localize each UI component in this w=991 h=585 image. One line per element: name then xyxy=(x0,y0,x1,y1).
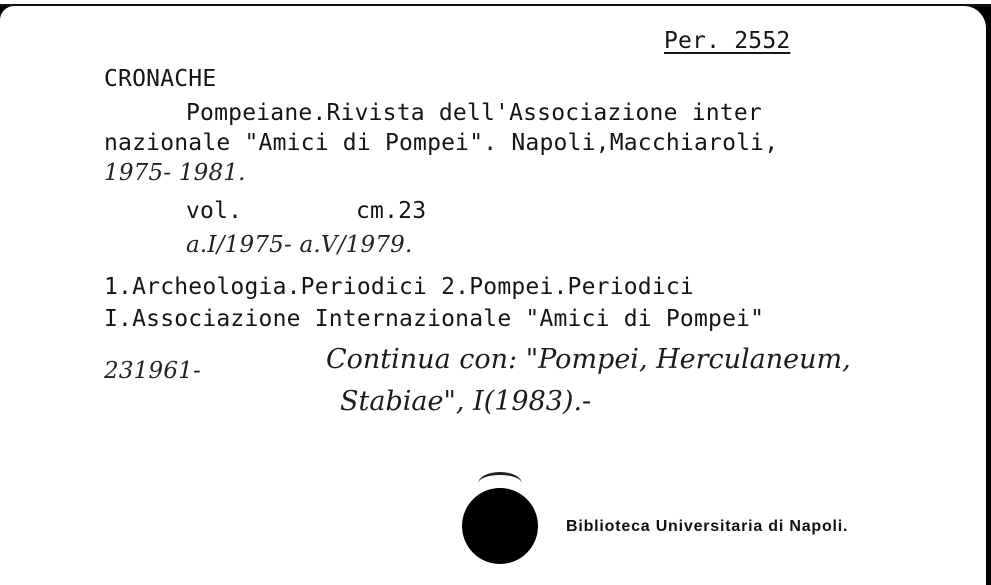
subjects-line-1: 1.Archeologia.Periodici 2.Pompei.Periodici xyxy=(104,274,694,300)
holdings-range: a.I/1975- a.V/1979. xyxy=(186,232,413,258)
catalog-card xyxy=(0,6,986,585)
handwritten-note-line-1: Continua con: "Pompei, Herculaneum, xyxy=(326,344,851,375)
title-line-1: Pompeiane.Rivista dell'Associazione inter xyxy=(186,100,762,126)
handwritten-note-line-2: Stabiae", I(1983).- xyxy=(340,386,592,417)
size-label: cm.23 xyxy=(356,198,427,224)
subjects-line-2: I.Associazione Internazionale "Amici di Pompei" xyxy=(104,306,765,332)
library-stamp-disc xyxy=(462,488,538,564)
library-stamp-label: Biblioteca Universitaria di Napoli. xyxy=(566,518,849,535)
title-line-2: nazionale "Amici di Pompei". Napoli,Macchiaroli, xyxy=(104,130,779,156)
call-number: Per. 2552 xyxy=(664,28,791,54)
card-heading: CRONACHE xyxy=(104,66,217,92)
title-line-3: 1975- 1981. xyxy=(104,160,246,186)
accession-number: 231961- xyxy=(104,358,201,384)
volumes-label: vol. xyxy=(186,198,243,224)
